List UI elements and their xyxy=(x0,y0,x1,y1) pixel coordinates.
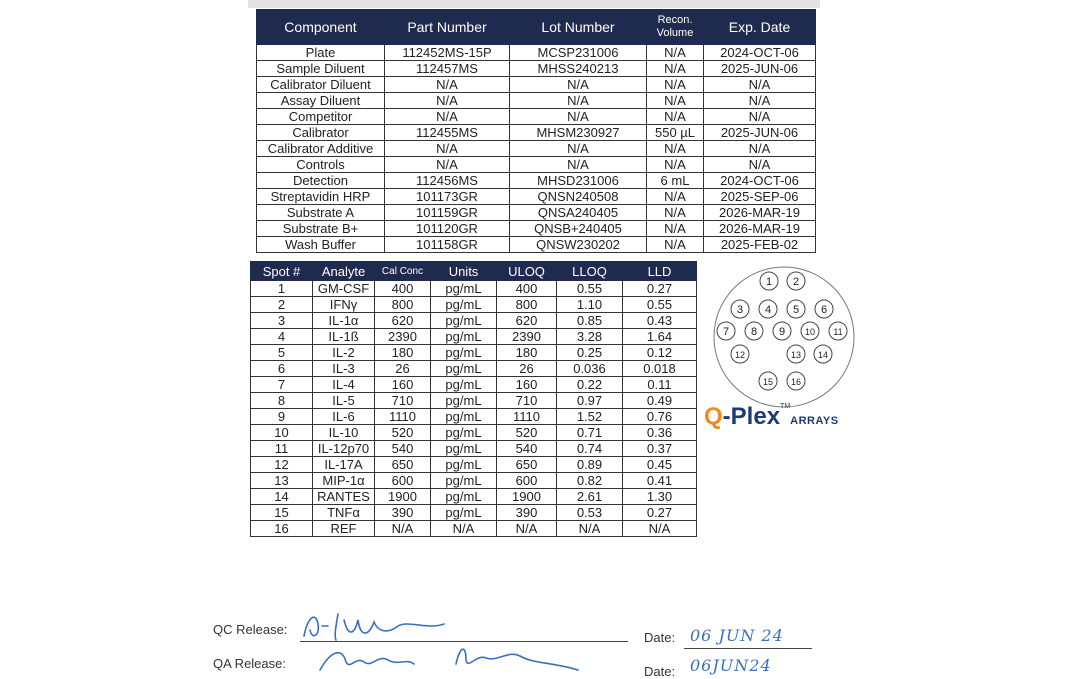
plate-spot-label: 5 xyxy=(792,304,800,316)
plate-spot-8 xyxy=(745,322,763,340)
spots-header-row xyxy=(251,262,697,281)
cell-exp: N/A xyxy=(704,77,816,93)
cell-part: 101158GR xyxy=(385,237,510,253)
cell-analyte: IL-1ß xyxy=(313,329,375,345)
cell-units: pg/mL xyxy=(431,457,497,473)
cell-lloq: 3.28 xyxy=(557,329,623,345)
plate-spot-label: 3 xyxy=(736,304,744,316)
cell-lot: N/A xyxy=(510,93,647,109)
table-row xyxy=(257,93,816,109)
table-row xyxy=(257,125,816,141)
plate-spot-13 xyxy=(787,345,805,363)
cell-lloq: 0.22 xyxy=(557,377,623,393)
cell-lld: 0.12 xyxy=(623,345,697,361)
cell-uloq: 650 xyxy=(497,457,557,473)
cell-cal: 710 xyxy=(375,393,431,409)
cell-component: Plate xyxy=(257,45,385,61)
header-part-number: Part Number xyxy=(385,10,510,45)
cell-units: pg/mL xyxy=(431,489,497,505)
cell-component: Sample Diluent xyxy=(257,61,385,77)
cell-units: pg/mL xyxy=(431,505,497,521)
cell-analyte: IL-3 xyxy=(313,361,375,377)
logo-q: Q xyxy=(704,403,723,430)
plate-spot-label: 10 xyxy=(804,327,816,337)
cell-spot: 4 xyxy=(251,329,313,345)
cell-lloq: 0.85 xyxy=(557,313,623,329)
cell-lld: 0.11 xyxy=(623,377,697,393)
cell-part: 112457MS xyxy=(385,61,510,77)
cell-recon: N/A xyxy=(647,61,704,77)
cell-exp: N/A xyxy=(704,93,816,109)
table-row xyxy=(251,473,697,489)
table-row xyxy=(251,441,697,457)
cell-uloq: 540 xyxy=(497,441,557,457)
cell-cal: 26 xyxy=(375,361,431,377)
scan-edge-strip xyxy=(248,0,820,8)
cell-exp: 2026-MAR-19 xyxy=(704,221,816,237)
plate-spot-label: 7 xyxy=(722,326,730,338)
cell-lld: N/A xyxy=(623,521,697,537)
cell-spot: 12 xyxy=(251,457,313,473)
cell-units: pg/mL xyxy=(431,329,497,345)
cell-lld: 0.018 xyxy=(623,361,697,377)
plate-spot-5 xyxy=(787,300,805,318)
cell-component: Competitor xyxy=(257,109,385,125)
cell-units: pg/mL xyxy=(431,297,497,313)
cell-component: Calibrator xyxy=(257,125,385,141)
table-row xyxy=(251,409,697,425)
cell-analyte: IL-5 xyxy=(313,393,375,409)
cell-recon: N/A xyxy=(647,77,704,93)
cell-uloq: 2390 xyxy=(497,329,557,345)
cell-units: N/A xyxy=(431,521,497,537)
cell-spot: 6 xyxy=(251,361,313,377)
header-analyte: Analyte xyxy=(313,262,375,281)
cell-lot: N/A xyxy=(510,77,647,93)
cell-component: Wash Buffer xyxy=(257,237,385,253)
cell-lloq: 1.52 xyxy=(557,409,623,425)
cell-analyte: IL-4 xyxy=(313,377,375,393)
cell-part: 101173GR xyxy=(385,189,510,205)
cell-units: pg/mL xyxy=(431,377,497,393)
cell-cal: 650 xyxy=(375,457,431,473)
table-row xyxy=(251,313,697,329)
cell-cal: 390 xyxy=(375,505,431,521)
cell-units: pg/mL xyxy=(431,425,497,441)
cell-spot: 8 xyxy=(251,393,313,409)
cell-recon: N/A xyxy=(647,205,704,221)
plate-spot-label: 4 xyxy=(764,304,772,316)
components-header-row xyxy=(257,10,816,45)
cell-lot: N/A xyxy=(510,157,647,173)
cell-lld: 1.30 xyxy=(623,489,697,505)
qc-date-label: Date: xyxy=(644,630,676,645)
cell-part: 101159GR xyxy=(385,205,510,221)
cell-cal: 1110 xyxy=(375,409,431,425)
table-row xyxy=(251,377,697,393)
plate-spot-7 xyxy=(717,322,735,340)
plate-spot-15 xyxy=(759,372,777,390)
cell-part: 112452MS-15P xyxy=(385,45,510,61)
cell-lld: 0.36 xyxy=(623,425,697,441)
cell-lld: 0.45 xyxy=(623,457,697,473)
plate-map-diagram xyxy=(712,265,856,409)
components-table xyxy=(256,9,816,253)
cell-uloq: 160 xyxy=(497,377,557,393)
logo-tm: TM xyxy=(780,403,791,410)
cell-lld: 1.64 xyxy=(623,329,697,345)
cell-spot: 1 xyxy=(251,281,313,297)
cell-recon: 6 mL xyxy=(647,173,704,189)
table-row xyxy=(251,345,697,361)
plate-spot-12 xyxy=(731,345,749,363)
cell-uloq: 800 xyxy=(497,297,557,313)
header-lld: LLD xyxy=(623,262,697,281)
cell-lloq: 0.97 xyxy=(557,393,623,409)
cell-spot: 15 xyxy=(251,505,313,521)
header-exp-date: Exp. Date xyxy=(704,10,816,45)
cell-lld: 0.76 xyxy=(623,409,697,425)
table-row xyxy=(251,329,697,345)
cell-analyte: IL-10 xyxy=(313,425,375,441)
qc-date-value: 06 JUN 24 xyxy=(690,626,784,645)
table-row xyxy=(251,361,697,377)
plate-spot-9 xyxy=(773,322,791,340)
cell-analyte: IL-17A xyxy=(313,457,375,473)
qa-date-value: 06JUN24 xyxy=(690,656,772,675)
cell-lld: 0.27 xyxy=(623,505,697,521)
cell-cal: 2390 xyxy=(375,329,431,345)
spots-table xyxy=(250,261,697,537)
cell-lld: 0.41 xyxy=(623,473,697,489)
plate-spot-10 xyxy=(801,322,819,340)
cell-recon: N/A xyxy=(647,221,704,237)
cell-analyte: IL-6 xyxy=(313,409,375,425)
cell-spot: 2 xyxy=(251,297,313,313)
cell-lloq: 0.25 xyxy=(557,345,623,361)
cell-units: pg/mL xyxy=(431,473,497,489)
cell-spot: 5 xyxy=(251,345,313,361)
qa-signature-icon xyxy=(316,640,586,675)
cell-units: pg/mL xyxy=(431,313,497,329)
cell-uloq: N/A xyxy=(497,521,557,537)
plate-spot-label: 14 xyxy=(817,350,829,360)
table-row xyxy=(257,157,816,173)
cell-cal: 620 xyxy=(375,313,431,329)
cell-analyte: RANTES xyxy=(313,489,375,505)
cell-uloq: 390 xyxy=(497,505,557,521)
cell-cal: 160 xyxy=(375,377,431,393)
cell-analyte: IL-1α xyxy=(313,313,375,329)
logo-plex: -Plex xyxy=(722,403,781,430)
cell-exp: 2024-OCT-06 xyxy=(704,45,816,61)
plate-spot-4 xyxy=(759,300,777,318)
cell-spot: 16 xyxy=(251,521,313,537)
cell-part: N/A xyxy=(385,157,510,173)
cell-recon: N/A xyxy=(647,141,704,157)
plate-spot-label: 2 xyxy=(792,276,800,288)
cell-cal: 520 xyxy=(375,425,431,441)
cell-spot: 3 xyxy=(251,313,313,329)
cell-spot: 9 xyxy=(251,409,313,425)
cell-lloq: 0.89 xyxy=(557,457,623,473)
header-spot: Spot # xyxy=(251,262,313,281)
cell-component: Substrate B+ xyxy=(257,221,385,237)
qplex-logo xyxy=(704,403,839,431)
cell-recon: N/A xyxy=(647,109,704,125)
table-row xyxy=(257,221,816,237)
cell-spot: 11 xyxy=(251,441,313,457)
cell-lloq: 0.55 xyxy=(557,281,623,297)
cell-units: pg/mL xyxy=(431,393,497,409)
plate-spot-3 xyxy=(731,300,749,318)
cell-component: Substrate A xyxy=(257,205,385,221)
table-row xyxy=(251,457,697,473)
table-row xyxy=(257,109,816,125)
cell-lot: N/A xyxy=(510,141,647,157)
cell-analyte: IL-12p70 xyxy=(313,441,375,457)
cell-exp: 2025-JUN-06 xyxy=(704,61,816,77)
cell-units: pg/mL xyxy=(431,361,497,377)
cell-lot: MHSD231006 xyxy=(510,173,647,189)
cell-component: Calibrator Diluent xyxy=(257,77,385,93)
cell-part: 112455MS xyxy=(385,125,510,141)
header-lot-number: Lot Number xyxy=(510,10,647,45)
plate-spots xyxy=(717,272,847,390)
cell-exp: N/A xyxy=(704,109,816,125)
cell-uloq: 400 xyxy=(497,281,557,297)
plate-spot-label: 9 xyxy=(778,326,786,338)
cell-lloq: 0.74 xyxy=(557,441,623,457)
cell-uloq: 620 xyxy=(497,313,557,329)
plate-spot-11 xyxy=(829,322,847,340)
header-uloq: ULOQ xyxy=(497,262,557,281)
logo-arrays: ARRAYS xyxy=(790,415,839,427)
cell-recon: N/A xyxy=(647,189,704,205)
cell-lot: MHSM230927 xyxy=(510,125,647,141)
cell-lloq: 1.10 xyxy=(557,297,623,313)
cell-recon: N/A xyxy=(647,237,704,253)
cell-lloq: 2.61 xyxy=(557,489,623,505)
qc-release-label: QC Release: xyxy=(213,622,288,637)
plate-spot-label: 12 xyxy=(734,350,746,360)
cell-lld: 0.49 xyxy=(623,393,697,409)
cell-component: Controls xyxy=(257,157,385,173)
cell-spot: 13 xyxy=(251,473,313,489)
cell-exp: 2025-SEP-06 xyxy=(704,189,816,205)
qc-date-line xyxy=(684,648,812,649)
table-row xyxy=(251,521,697,537)
cell-cal: 600 xyxy=(375,473,431,489)
cell-recon: N/A xyxy=(647,45,704,61)
header-component: Component xyxy=(257,10,385,45)
cell-recon: 550 µL xyxy=(647,125,704,141)
cell-lot: QNSA240405 xyxy=(510,205,647,221)
cell-spot: 10 xyxy=(251,425,313,441)
cell-uloq: 600 xyxy=(497,473,557,489)
cell-cal: 400 xyxy=(375,281,431,297)
header-recon-line1: Recon. xyxy=(657,14,693,26)
qa-release-label: QA Release: xyxy=(213,656,286,671)
qa-date-label: Date: xyxy=(644,664,676,679)
cell-lloq: 0.53 xyxy=(557,505,623,521)
cell-units: pg/mL xyxy=(431,441,497,457)
cell-component: Streptavidin HRP xyxy=(257,189,385,205)
cell-units: pg/mL xyxy=(431,409,497,425)
cell-part: N/A xyxy=(385,141,510,157)
table-row xyxy=(251,281,697,297)
plate-spot-label: 8 xyxy=(750,326,758,338)
cell-lot: QNSW230202 xyxy=(510,237,647,253)
plate-spot-16 xyxy=(787,372,805,390)
cell-spot: 14 xyxy=(251,489,313,505)
cell-cal: 540 xyxy=(375,441,431,457)
cell-spot: 7 xyxy=(251,377,313,393)
cell-part: 101120GR xyxy=(385,221,510,237)
cell-uloq: 520 xyxy=(497,425,557,441)
cell-lloq: 0.036 xyxy=(557,361,623,377)
cell-uloq: 1110 xyxy=(497,409,557,425)
plate-spot-label: 13 xyxy=(790,350,802,360)
table-row xyxy=(251,505,697,521)
cell-exp: 2025-JUN-06 xyxy=(704,125,816,141)
cell-lld: 0.37 xyxy=(623,441,697,457)
cell-lot: QNSN240508 xyxy=(510,189,647,205)
cell-lot: N/A xyxy=(510,109,647,125)
cell-cal: N/A xyxy=(375,521,431,537)
plate-spot-label: 11 xyxy=(833,327,843,337)
cell-exp: N/A xyxy=(704,157,816,173)
cell-part: N/A xyxy=(385,77,510,93)
header-cal-conc: Cal Conc xyxy=(375,262,431,281)
cell-analyte: IL-2 xyxy=(313,345,375,361)
header-recon-line2: Volume xyxy=(656,27,694,39)
plate-spot-14 xyxy=(814,345,832,363)
plate-spot-label: 1 xyxy=(765,276,773,288)
table-row xyxy=(257,77,816,93)
cell-exp: 2025-FEB-02 xyxy=(704,237,816,253)
cell-analyte: MIP-1α xyxy=(313,473,375,489)
table-row xyxy=(257,237,816,253)
plate-spot-label: 16 xyxy=(790,377,802,387)
cell-analyte: TNFα xyxy=(313,505,375,521)
table-row xyxy=(257,173,816,189)
cell-exp: N/A xyxy=(704,141,816,157)
cell-lot: MCSP231006 xyxy=(510,45,647,61)
cell-lld: 0.55 xyxy=(623,297,697,313)
cell-units: pg/mL xyxy=(431,345,497,361)
header-lloq: LLOQ xyxy=(557,262,623,281)
header-units: Units xyxy=(431,262,497,281)
table-row xyxy=(257,141,816,157)
cell-lot: QNSB+240405 xyxy=(510,221,647,237)
cell-lloq: 0.82 xyxy=(557,473,623,489)
cell-analyte: IFNγ xyxy=(313,297,375,313)
cell-component: Detection xyxy=(257,173,385,189)
plate-spot-1 xyxy=(760,272,778,290)
plate-spot-2 xyxy=(787,272,805,290)
cell-component: Calibrator Additive xyxy=(257,141,385,157)
cell-uloq: 26 xyxy=(497,361,557,377)
cell-units: pg/mL xyxy=(431,281,497,297)
cell-recon: N/A xyxy=(647,157,704,173)
cell-analyte: GM-CSF xyxy=(313,281,375,297)
cell-exp: 2026-MAR-19 xyxy=(704,205,816,221)
cell-lot: MHSS240213 xyxy=(510,61,647,77)
plate-spot-6 xyxy=(815,300,833,318)
cell-uloq: 180 xyxy=(497,345,557,361)
table-row xyxy=(257,61,816,77)
cell-lloq: N/A xyxy=(557,521,623,537)
cell-part: N/A xyxy=(385,93,510,109)
table-row xyxy=(257,45,816,61)
table-row xyxy=(251,489,697,505)
table-row xyxy=(251,393,697,409)
cell-cal: 800 xyxy=(375,297,431,313)
table-row xyxy=(257,205,816,221)
cell-exp: 2024-OCT-06 xyxy=(704,173,816,189)
cell-part: 112456MS xyxy=(385,173,510,189)
table-row xyxy=(251,297,697,313)
cell-cal: 180 xyxy=(375,345,431,361)
cell-part: N/A xyxy=(385,109,510,125)
cell-lld: 0.43 xyxy=(623,313,697,329)
header-recon-volume xyxy=(647,10,704,45)
table-row xyxy=(257,189,816,205)
cell-recon: N/A xyxy=(647,93,704,109)
plate-spot-label: 6 xyxy=(820,304,828,316)
cell-analyte: REF xyxy=(313,521,375,537)
plate-spot-label: 15 xyxy=(762,377,774,387)
cell-uloq: 710 xyxy=(497,393,557,409)
cell-lld: 0.27 xyxy=(623,281,697,297)
cell-uloq: 1900 xyxy=(497,489,557,505)
cell-cal: 1900 xyxy=(375,489,431,505)
table-row xyxy=(251,425,697,441)
cell-component: Assay Diluent xyxy=(257,93,385,109)
cell-lloq: 0.71 xyxy=(557,425,623,441)
